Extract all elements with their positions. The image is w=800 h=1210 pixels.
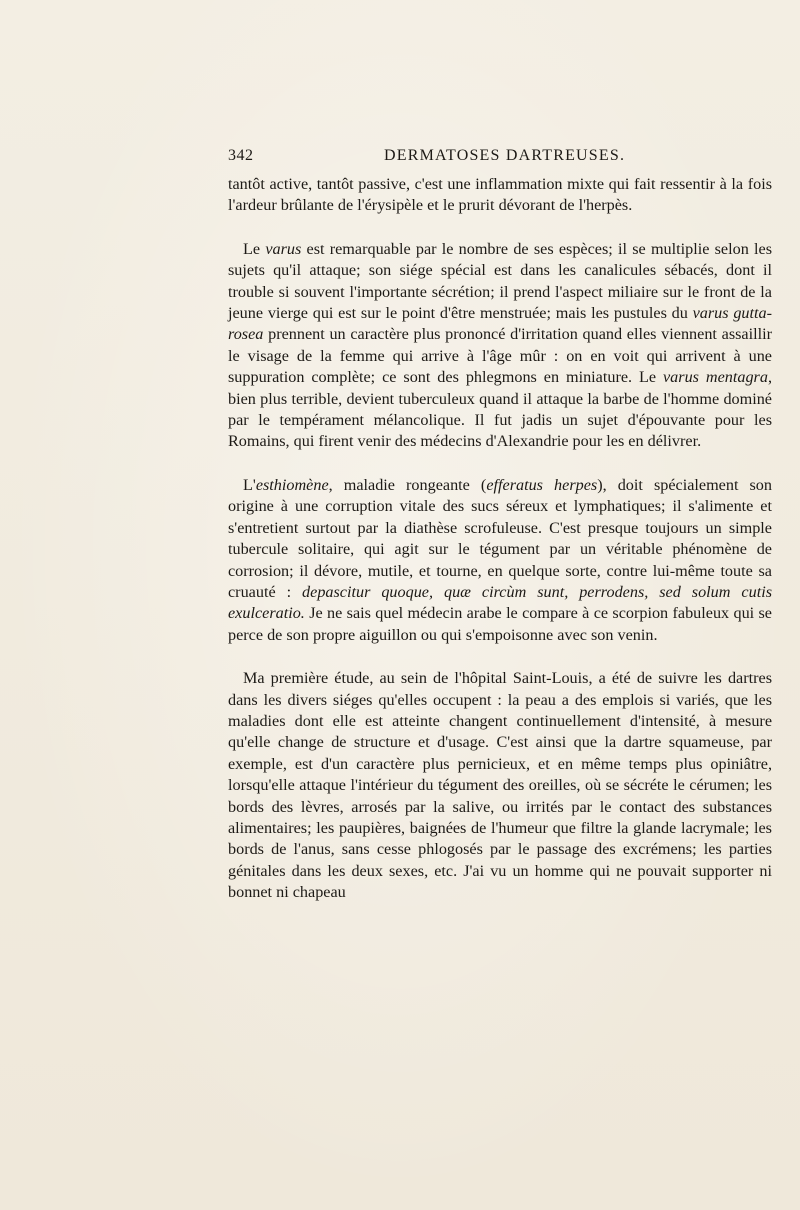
paragraph-4 [228, 668, 772, 903]
paragraph-gap [228, 646, 772, 668]
page-header [228, 147, 772, 171]
paragraph-2-italic-1: varus [265, 239, 302, 258]
paragraph-2-span-3: prennent un caractère plus prononcé d'irritation quand elles viennent assaillir le visage de la femme qui arrive à l'âge mûr : on en voit qui arrivent à une suppuration complète; ce sont des phlegmons en miniature. Le [228, 325, 772, 387]
paragraph-gap [228, 453, 772, 475]
paragraph-2-italic-3: varus mentagra [663, 368, 768, 387]
body-text [228, 174, 772, 904]
running-title: DERMATOSES DARTREUSES. [384, 147, 626, 164]
paragraph-3-italic-2: efferatus herpes [486, 475, 598, 494]
paragraph-2-span-2: est remarquable par le nombre de ses espèces; il se multiplie selon les sujets qu'il attaque; son siége spécial est dans les canalicules sébacés, dont il trouble si souvent l'importante sécrétion; il prend l'aspect miliaire sur le front de la jeune vierge qui est sur le point d'être menstruée; mais les pustules du [228, 239, 772, 323]
paragraph-3-italic-3: depascitur quoque, quæ circùm sunt, perrodens, sed solum cutis exulceratio. [228, 582, 772, 623]
paragraph-1 [228, 174, 772, 217]
page-number: 342 [228, 147, 254, 164]
paragraph-2 [228, 239, 772, 453]
paragraph-2-italic-2: varus gutta-rosea [228, 304, 772, 344]
paragraph-3-span-4: Je ne sais quel médecin arabe le compare à ce scorpion fabuleux qui se perce de son propre aiguillon ou qui s'empoisonne avec son venin. [228, 604, 772, 644]
paragraph-1-text: tantôt active, tantôt passive, c'est une inflammation mixte qui fait ressentir à la fois l'ardeur brûlante de l'érysipèle et le prurit dévorant de l'herpès. [228, 175, 772, 215]
paragraph-3 [228, 475, 772, 646]
paragraph-3-italic-1: esthiomène [255, 475, 329, 494]
paragraph-3-span-1: L' [243, 475, 256, 494]
paragraph-4-text: Ma première étude, au sein de l'hôpital Saint-Louis, a été de suivre les dartres dans les divers siéges qu'elles occupent : la peau a des emplois si variés, que les maladies dont elle est atteinte changent continuellement d'intensité, à mesure qu'elle change de structure et d'usage. C'est ainsi que la dartre squameuse, par exemple, est d'un caractère plus pernicieux, et en même temps plus opiniâtre, lorsqu'elle attaque l'intérieur du tégument des oreilles, où se sécréte le cérumen; les bords des lèvres, arrosés par la salive, ou irrités par le contact des substances alimentaires; les paupières, baignées de l'humeur que filtre la glande lacrymale; les bords de l'anus, sans cesse phlogosés par le passage des excrémens; les parties génitales dans les deux sexes, etc. J'ai vu un homme qui ne pouvait supporter ni bonnet ni chapeau [228, 669, 772, 902]
paragraph-2-span-1: Le [243, 239, 266, 258]
paragraph-2-span-4: , bien plus terrible, devient tuberculeux quand il attaque la barbe de l'homme dominé par le tempérament mélancolique. Il fut jadis un sujet d'épouvante pour les Romains, qui firent venir des médecins d'Alexandrie pour les en délivrer. [228, 368, 772, 451]
paragraph-gap [228, 217, 772, 239]
paragraph-3-span-2: , maladie rongeante ( [328, 475, 487, 494]
paragraph-3-span-3: ), doit spécialement son origine à une corruption vitale des sucs séreux et lymphatiques; il s'alimente et s'entretient surtout par la diathèse scrofuleuse. C'est presque toujours un simple tubercule solitaire, qui agit sur le tégument par un véritable phénomène de corrosion; il dévore, mutile, et tourne, en quelque sorte, contre lui-même toute sa cruauté : [228, 475, 772, 601]
